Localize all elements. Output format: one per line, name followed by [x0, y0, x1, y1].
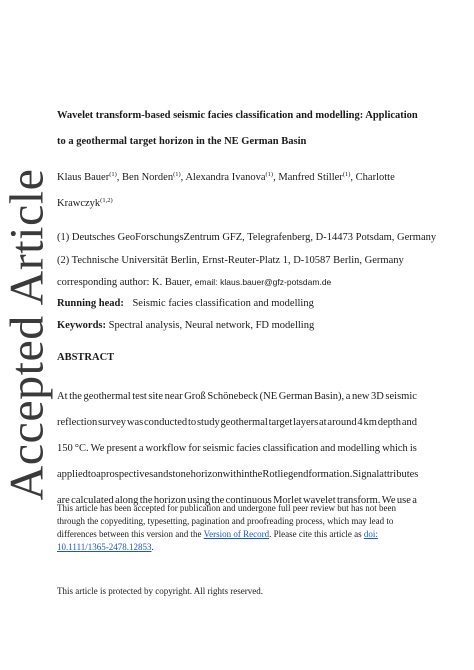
- abstract-word: are: [57, 495, 70, 506]
- author-norden: , Ben Norden: [116, 172, 174, 183]
- abstract-line: [57, 410, 417, 436]
- abstract-word: within: [222, 469, 250, 480]
- author-line-2: [57, 191, 427, 217]
- abstract-word: geothermal: [83, 391, 131, 402]
- notice-line-4: 10.1111/1365-2478.12853.: [57, 542, 154, 552]
- abstract-word: around: [327, 417, 357, 428]
- abstract-word: use: [396, 495, 411, 506]
- title-line-1: Wavelet transform-based seismic facies classification and modelling: Application: [57, 110, 418, 121]
- abstract-word: modelling: [337, 443, 381, 454]
- abstract-word: for: [188, 443, 201, 454]
- corresponding-label: corresponding author: K. Bauer,: [57, 277, 193, 288]
- abstract-word: reflection: [57, 417, 98, 428]
- notice-line-2: through the copyediting, typesetting, pagination and proofreading process, which may lead to: [57, 516, 394, 526]
- author-krawczyk-last: Krawczyk: [57, 198, 101, 209]
- copyright-notice: This article is protected by copyright. All rights reserved.: [57, 586, 263, 596]
- abstract-word: transform.: [336, 495, 381, 506]
- author-affiliation-mark: (1): [265, 171, 274, 178]
- abstract-word: 150: [57, 443, 73, 454]
- abstract-word: horizon: [153, 495, 186, 506]
- abstract-word: depth: [377, 417, 402, 428]
- title-line-2: to a geothermal target horizon in the NE German Basin: [57, 136, 307, 147]
- notice-line-3: differences between this version and the Version of Record. Please cite this article as doi:: [57, 529, 378, 539]
- abstract-word: and: [320, 443, 336, 454]
- abstract-word: conducted: [144, 417, 188, 428]
- abstract-word: the: [249, 469, 263, 480]
- abstract-word: to: [187, 417, 197, 428]
- abstract-word: We: [381, 495, 396, 506]
- author-ivanova: , Alexandra Ivanova: [180, 172, 266, 183]
- abstract-word: target: [268, 417, 293, 428]
- abstract-word: Basin),: [314, 391, 345, 402]
- abstract-word: prospective: [100, 469, 150, 480]
- author-affiliation-mark: (1,2): [100, 197, 113, 204]
- abstract-word: continuous: [225, 495, 272, 506]
- accepted-article-watermark: Accepted Article: [0, 168, 54, 500]
- abstract-word: °C.: [74, 443, 89, 454]
- abstract-word: new: [351, 391, 370, 402]
- abstract-word: 3D: [371, 391, 384, 402]
- author-krawczyk-first: , Charlotte: [350, 172, 395, 183]
- abstract-word: Morlet: [273, 495, 302, 506]
- keywords-value: Spectral analysis, Neural network, FD modelling: [108, 320, 315, 331]
- abstract-word: (NE: [259, 391, 278, 402]
- abstract-word: near: [164, 391, 183, 402]
- abstract-word: classification: [262, 443, 319, 454]
- doi-link[interactable]: 10.1111/1365-2478.12853: [57, 542, 152, 552]
- abstract-word: sandstone: [149, 469, 191, 480]
- author-bauer: Klaus Bauer: [57, 172, 110, 183]
- abstract-word: is: [409, 443, 417, 454]
- abstract-word: German: [278, 391, 313, 402]
- version-of-record-link[interactable]: Version of Record: [203, 529, 270, 539]
- abstract-word: Groß: [184, 391, 206, 402]
- abstract-word: calculated: [71, 495, 114, 506]
- abstract-word: a: [412, 495, 417, 506]
- abstract-word: seismic: [385, 391, 417, 402]
- abstract-word: which: [382, 443, 408, 454]
- abstract-word: a: [138, 443, 144, 454]
- affiliation-1: (1) Deutsches GeoForschungsZentrum GFZ, Telegrafenberg, D-14473 Potsdam, Germany: [57, 232, 437, 243]
- author-affiliation-mark: (1): [173, 171, 181, 178]
- abstract-word: Rotliegend: [262, 469, 309, 480]
- corresponding-email[interactable]: klaus.bauer@gfz-potsdam.de: [220, 277, 332, 287]
- keywords-label: Keywords:: [57, 320, 106, 331]
- abstract-word: and: [401, 417, 417, 428]
- abstract-word: was: [126, 417, 144, 428]
- author-affiliation-mark: (1): [342, 171, 351, 178]
- abstract-word: At: [57, 391, 68, 402]
- abstract-word: formation.: [308, 469, 353, 480]
- abstract-line: [57, 436, 417, 462]
- notice-line-1: This article has been accepted for publication and undergone full peer review but has not been: [57, 503, 396, 513]
- abstract-word: study: [196, 417, 220, 428]
- abstract-word: a: [345, 391, 351, 402]
- abstract-word: using: [187, 495, 211, 506]
- abstract-word: seismic: [202, 443, 235, 454]
- abstract-word: km: [363, 417, 377, 428]
- doi-link[interactable]: doi:: [363, 529, 378, 539]
- abstract-word: a: [96, 469, 101, 480]
- affiliation-2: (2) Technische Universität Berlin, Ernst-Reuter-Platz 1, D-10587 Berlin, Germany: [57, 255, 404, 266]
- author-list: [57, 165, 427, 217]
- abstract-word: site: [148, 391, 163, 402]
- abstract-word: along: [115, 495, 139, 506]
- author-stiller: , Manfred Stiller: [273, 172, 343, 183]
- abstract-word: the: [139, 495, 153, 506]
- abstract-word: test: [132, 391, 147, 402]
- author-line-1: [57, 165, 427, 191]
- abstract-word: horizon: [190, 469, 223, 480]
- abstract-heading: ABSTRACT: [57, 352, 115, 363]
- abstract-word: 4: [357, 417, 363, 428]
- abstract-body: [57, 384, 417, 514]
- author-affiliation-mark: (1): [109, 171, 117, 178]
- accepted-notice: [57, 502, 427, 554]
- abstract-line: [57, 384, 417, 410]
- abstract-word: survey: [98, 417, 127, 428]
- abstract-word: at: [319, 417, 327, 428]
- abstract-word: attributes: [379, 469, 419, 480]
- abstract-word: facies: [236, 443, 261, 454]
- abstract-line: [57, 462, 417, 488]
- abstract-word: present: [106, 443, 137, 454]
- abstract-word: the: [69, 391, 82, 402]
- abstract-word: applied: [57, 469, 88, 480]
- article-title: [57, 103, 427, 155]
- running-head-value: Seismic facies classification and modelling: [132, 298, 314, 309]
- abstract-word: We: [90, 443, 105, 454]
- abstract-word: layers: [293, 417, 319, 428]
- keywords: [57, 320, 427, 331]
- abstract-word: Schönebeck: [207, 391, 259, 402]
- abstract-word: to: [87, 469, 97, 480]
- running-head: [57, 298, 427, 309]
- email-label: email:: [194, 277, 218, 287]
- abstract-word: the: [211, 495, 225, 506]
- abstract-word: workflow: [145, 443, 187, 454]
- abstract-word: wavelet: [302, 495, 336, 506]
- abstract-word: geothermal: [220, 417, 268, 428]
- corresponding-author: [57, 277, 427, 288]
- running-head-label: Running head:: [57, 298, 124, 309]
- abstract-word: Signal: [352, 469, 380, 480]
